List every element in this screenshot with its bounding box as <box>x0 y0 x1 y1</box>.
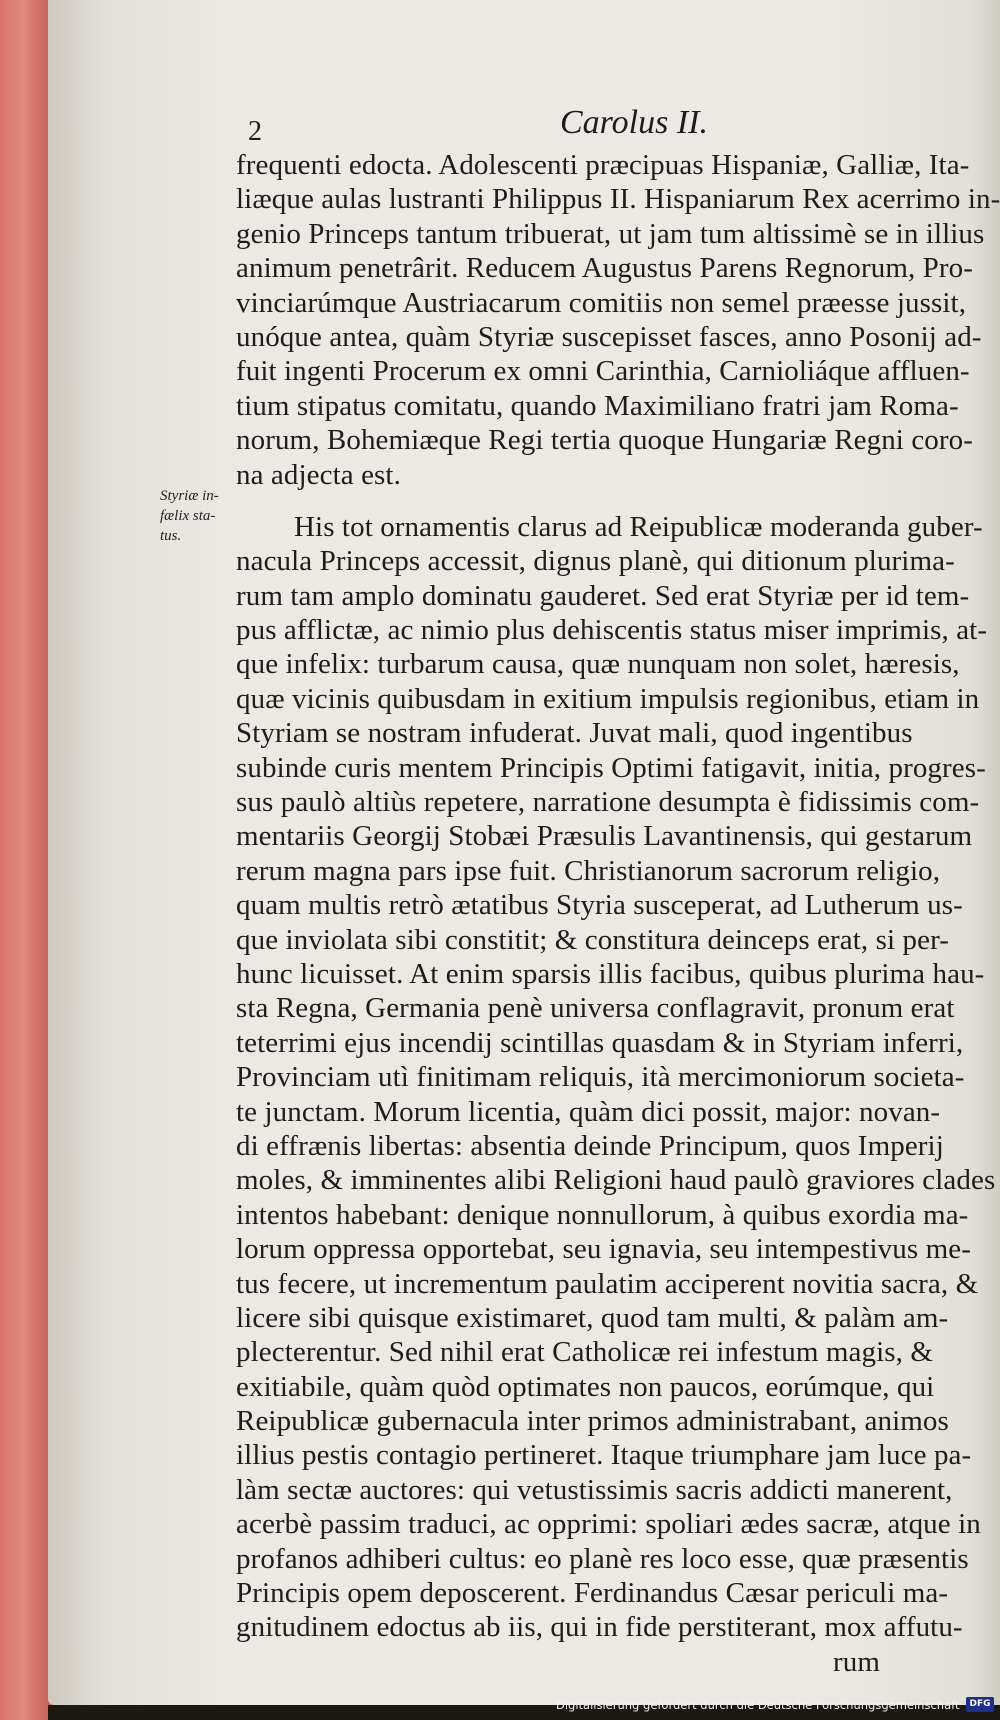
digitization-credit: Digitalisierung gefördert durch die Deutsche Forschungsgemeinschaft <box>556 1698 960 1712</box>
text-line: Styriam se nostram infuderat. Juvat mali, quod ingentibus <box>236 717 913 750</box>
text-line: exitiabile, quàm quòd optimates non paucos, eorúmque, qui <box>236 1370 935 1403</box>
paragraph-1 <box>236 148 1000 492</box>
text-line: frequenti edocta. Adolescenti præcipuas Hispaniæ, Galliæ, Ita- <box>236 149 970 181</box>
marginal-note-line: tus. <box>160 528 182 544</box>
text-line: animum penetrârit. Reducem Augustus Parens Regnorum, Pro- <box>236 252 974 285</box>
text-line: licere sibi quisque existimaret, quod tam multi, & palàm am- <box>236 1301 949 1334</box>
text-line: que inviolata sibi constitit; & constitura deinceps erat, si per- <box>236 923 950 956</box>
marginal-note <box>160 486 240 546</box>
text-line: sus paulò altiùs repetere, narratione desumpta è fidissimis com- <box>236 786 980 819</box>
text-line: intentos habebant: denique nonnullorum, à quibus exordia ma- <box>236 1198 969 1231</box>
body-text <box>236 148 1000 1679</box>
text-line: na adjecta est. <box>236 458 401 491</box>
text-line: illius pestis contagio pertineret. Itaque triumphare jam luce pa- <box>236 1439 972 1472</box>
text-line: hunc licuisset. At enim sparsis illis facibus, quibus plurima hau- <box>236 957 985 990</box>
text-line: que infelix: turbarum causa, quæ nunquam non solet, hæresis, <box>236 648 960 681</box>
text-line: Provinciam utì finitimam reliquis, ità mercimoniorum societa- <box>236 1061 965 1094</box>
text-line: fuit ingenti Procerum ex omni Carinthia, Carnioliáque affluen- <box>236 355 970 388</box>
text-line: tium stipatus comitatu, quando Maximiliano fratri jam Roma- <box>236 389 959 422</box>
text-line: genio Princeps tantum tribuerat, ut jam tum altissimè se in illius <box>236 217 985 250</box>
catchword: rum <box>832 1645 880 1678</box>
text-line: unóque antea, quàm Styriæ suscepisset fasces, anno Posonij ad- <box>236 320 982 353</box>
text-line: gnitudinem edoctus ab iis, qui in fide perstiterant, mox affutu- <box>236 1611 963 1644</box>
marginal-note-line: fælix sta- <box>160 508 216 524</box>
text-line: Principis opem deposcerent. Ferdinandus Cæsar periculi ma- <box>236 1577 949 1610</box>
text-line: subinde curis mentem Principis Optimi fatigavit, initia, progres- <box>236 751 986 784</box>
text-line: His tot ornamentis clarus ad Reipublicæ moderanda guber- <box>294 510 983 543</box>
text-line: rerum magna pars ipse fuit. Christianorum sacrorum religio, <box>236 854 941 887</box>
paragraph-2 <box>236 510 996 1645</box>
marginal-note-line: Styriæ in- <box>160 488 219 504</box>
text-line: tus fecere, ut incrementum paulatim acciperent novitia sacra, & <box>236 1267 979 1300</box>
text-line: norum, Bohemiæque Regi tertia quoque Hungariæ Regni coro- <box>236 424 974 457</box>
text-line: plecterentur. Sed nihil erat Catholicæ rei infestum magis, & <box>236 1336 934 1369</box>
text-line: moles, & imminentes alibi Religioni haud paulò graviores clades <box>236 1164 996 1197</box>
text-line: liæque aulas lustranti Philippus II. Hispaniarum Rex acerrimo in- <box>236 183 1000 216</box>
text-line: sta Regna, Germania penè universa conflagravit, pronum erat <box>236 992 955 1025</box>
text-line: làm sectæ auctores: qui vetustissimis sacris addicti manerent, <box>236 1473 953 1506</box>
page-number: 2 <box>248 116 262 147</box>
text-line: di effrænis libertas: absentia deinde Principum, quos Imperij <box>236 1129 944 1162</box>
text-line: nacula Princeps accessit, dignus planè, qui ditionum plurima- <box>236 545 955 578</box>
running-head: Carolus II. <box>560 104 708 141</box>
text-line: quæ vicinis quibusdam in exitium impulsis regionibus, etiam in <box>236 682 980 715</box>
text-line: lorum oppressa opportebat, seu ignavia, seu intempestivus me- <box>236 1233 971 1266</box>
text-line: quam multis retrò ætatibus Styria susceperat, ad Lutherum us- <box>236 889 963 922</box>
text-line: pus afflictæ, ac nimio plus dehiscentis status miser imprimis, at- <box>236 614 988 647</box>
text-line: profanos adhiberi cultus: eo planè res loco esse, quæ præsentis <box>236 1542 969 1575</box>
text-line: rum tam amplo dominatu gauderet. Sed erat Styriæ per id tem- <box>236 579 970 612</box>
paragraph-break <box>236 492 976 510</box>
text-line: teterrimi ejus incendij scintillas quasdam & in Styriam inferri, <box>236 1026 964 1059</box>
text-line: Reipublicæ gubernacula inter primos administrabant, animos <box>236 1405 949 1438</box>
text-line: te junctam. Morum licentia, quàm dici possit, major: novan- <box>236 1095 941 1128</box>
text-line: acerbè passim traduci, ac opprimi: spoliari ædes sacræ, atque in <box>236 1508 981 1541</box>
text-line: vinciarúmque Austriacarum comitiis non semel præesse jussit, <box>236 286 967 319</box>
dfg-logo: DFG <box>966 1697 994 1712</box>
text-line: mentariis Georgij Stobæi Præsulis Lavantinensis, qui gestarum <box>236 820 973 853</box>
